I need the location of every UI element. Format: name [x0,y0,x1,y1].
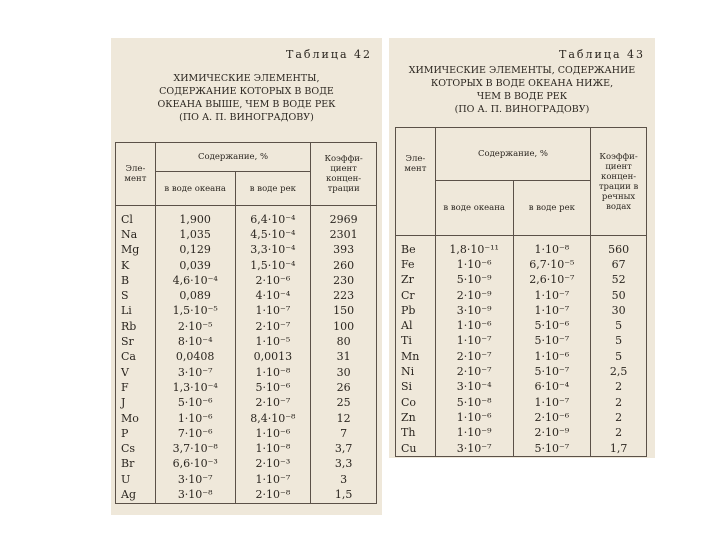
ocean-value-cell: 2·10⁻⁷ [435,364,513,379]
element-cell: Th [396,426,436,441]
coefficient-cell: 25 [311,396,377,411]
table-row [116,350,377,365]
ocean-value-cell: 3·10⁻⁹ [435,303,513,318]
river-value-cell: 1·10⁻⁸ [235,365,311,380]
table-row [396,364,647,379]
river-value-cell: 1·10⁻⁷ [513,395,591,410]
table-row [116,206,377,228]
river-value-cell: 4·10⁻⁴ [235,288,311,303]
header-coefficient: Коэффи-циент концен-трации в речных водах [591,128,647,236]
river-value-cell: 1·10⁻⁸ [235,441,311,456]
element-cell: Co [396,395,436,410]
river-value-cell: 2·10⁻⁶ [235,273,311,288]
coefficient-cell: 2 [591,395,647,410]
table-row [396,288,647,303]
header-ocean: в воде океана [155,172,235,206]
header-rivers: в воде рек [513,180,591,235]
ocean-value-cell: 8·10⁻⁴ [155,334,235,349]
ocean-value-cell: 1·10⁻⁶ [435,318,513,333]
element-cell: F [116,380,156,395]
ocean-value-cell: 1,900 [155,206,235,228]
coefficient-cell: 31 [311,350,377,365]
ocean-value-cell: 1·10⁻⁹ [435,426,513,441]
river-value-cell: 6·10⁻⁴ [513,380,591,395]
element-cell: Zr [396,273,436,288]
table-row [116,304,377,319]
table-row [116,288,377,303]
table-row [116,380,377,395]
ocean-value-cell: 7·10⁻⁶ [155,426,235,441]
ocean-value-cell: 3·10⁻⁷ [155,365,235,380]
ocean-value-cell: 2·10⁻⁵ [155,319,235,334]
header-element: Эле-мент [116,143,156,206]
header-content: Содержание, % [155,143,310,172]
ocean-value-cell: 5·10⁻⁹ [435,273,513,288]
coefficient-cell: 5 [591,349,647,364]
element-cell: V [116,365,156,380]
element-cell: Br [116,457,156,472]
table-row [396,334,647,349]
table-row [116,273,377,288]
coefficient-cell: 1,5 [311,487,377,503]
element-cell: Cs [116,441,156,456]
header-content: Содержание, % [435,128,590,181]
table-row [396,303,647,318]
header-rivers: в воде рек [235,172,311,206]
coefficient-cell: 2,5 [591,364,647,379]
river-value-cell: 1·10⁻⁶ [513,349,591,364]
coefficient-cell: 50 [591,288,647,303]
element-cell: Ca [116,350,156,365]
ocean-value-cell: 1·10⁻⁶ [435,410,513,425]
river-value-cell: 2·10⁻⁸ [235,487,311,503]
coefficient-cell: 30 [591,303,647,318]
element-cell: Ag [116,487,156,503]
caption-line: ОКЕАНА ВЫШЕ, ЧЕМ В ВОДЕ РЕК [157,99,336,110]
coefficient-cell: 2 [591,426,647,441]
coefficient-cell: 3,3 [311,457,377,472]
ocean-value-cell: 3·10⁻⁷ [155,472,235,487]
table-43-caption [389,64,655,116]
river-value-cell: 2·10⁻⁹ [513,426,591,441]
ocean-value-cell: 0,039 [155,258,235,273]
table-row [396,273,647,288]
element-cell: Zn [396,410,436,425]
table-row [116,487,377,503]
table-43-number: Таблица 43 [559,48,645,61]
coefficient-cell: 67 [591,257,647,272]
river-value-cell: 2·10⁻⁷ [235,319,311,334]
table-row [116,472,377,487]
caption-line: (ПО А. П. ВИНОГРАДОВУ) [454,104,590,115]
coefficient-cell: 230 [311,273,377,288]
element-cell: Mo [116,411,156,426]
table-row [116,457,377,472]
table-row [396,410,647,425]
coefficient-cell: 3,7 [311,441,377,456]
ocean-value-cell: 1,035 [155,227,235,242]
river-value-cell: 3,3·10⁻⁴ [235,243,311,258]
element-cell: Mg [116,243,156,258]
ocean-value-cell: 1,3·10⁻⁴ [155,380,235,395]
coefficient-cell: 560 [591,236,647,258]
coefficient-cell: 393 [311,243,377,258]
element-cell: Cr [396,288,436,303]
caption-line: ЧЕМ В ВОДЕ РЕК [476,91,568,102]
river-value-cell: 5·10⁻⁶ [513,318,591,333]
ocean-value-cell: 3·10⁻⁸ [155,487,235,503]
ocean-value-cell: 1·10⁻⁶ [435,257,513,272]
element-cell: Cu [396,441,436,457]
element-cell: Sr [116,334,156,349]
header-ocean: в воде океана [435,180,513,235]
table-row [116,227,377,242]
element-cell: Li [116,304,156,319]
coefficient-cell: 26 [311,380,377,395]
coefficient-cell: 2 [591,410,647,425]
table-row [396,349,647,364]
river-value-cell: 5·10⁻⁷ [513,334,591,349]
table-row [396,380,647,395]
ocean-value-cell: 0,089 [155,288,235,303]
coefficient-cell: 100 [311,319,377,334]
table-row [116,365,377,380]
coefficient-cell: 7 [311,426,377,441]
coefficient-cell: 260 [311,258,377,273]
table-row [116,334,377,349]
river-value-cell: 1·10⁻⁶ [235,426,311,441]
coefficient-cell: 150 [311,304,377,319]
table-42-body [116,206,377,504]
table-42-caption [111,72,382,124]
coefficient-cell: 2301 [311,227,377,242]
river-value-cell: 6,4·10⁻⁴ [235,206,311,228]
river-value-cell: 5·10⁻⁶ [235,380,311,395]
river-value-cell: 6,7·10⁻⁵ [513,257,591,272]
table-42 [115,142,377,504]
ocean-value-cell: 3·10⁻⁷ [435,441,513,457]
coefficient-cell: 2969 [311,206,377,228]
ocean-value-cell: 4,6·10⁻⁴ [155,273,235,288]
coefficient-cell: 3 [311,472,377,487]
table-row [116,411,377,426]
table-row [116,319,377,334]
table-row [116,441,377,456]
caption-line: ХИМИЧЕСКИЕ ЭЛЕМЕНТЫ, СОДЕРЖАНИЕ [408,65,636,76]
element-cell: Ni [396,364,436,379]
river-value-cell: 1·10⁻⁷ [235,472,311,487]
element-cell: Rb [116,319,156,334]
coefficient-cell: 12 [311,411,377,426]
ocean-value-cell: 3,7·10⁻⁸ [155,441,235,456]
element-cell: Na [116,227,156,242]
river-value-cell: 1·10⁻⁸ [513,236,591,258]
river-value-cell: 2·10⁻⁷ [235,396,311,411]
ocean-value-cell: 1·10⁻⁷ [435,334,513,349]
coefficient-cell: 30 [311,365,377,380]
coefficient-cell: 1,7 [591,441,647,457]
table-row [116,243,377,258]
table-42-page [111,38,382,515]
table-row [396,441,647,457]
river-value-cell: 8,4·10⁻⁸ [235,411,311,426]
element-cell: Al [396,318,436,333]
coefficient-cell: 80 [311,334,377,349]
river-value-cell: 2·10⁻³ [235,457,311,472]
element-cell: Si [396,380,436,395]
element-cell: Fe [396,257,436,272]
river-value-cell: 1,5·10⁻⁴ [235,258,311,273]
element-cell: Ti [396,334,436,349]
caption-line: СОДЕРЖАНИЕ КОТОРЫХ В ВОДЕ [159,86,334,97]
ocean-value-cell: 0,0408 [155,350,235,365]
element-cell: Mn [396,349,436,364]
ocean-value-cell: 2·10⁻⁷ [435,349,513,364]
table-row [396,426,647,441]
caption-line: (ПО А. П. ВИНОГРАДОВУ) [179,112,314,123]
element-cell: B [116,273,156,288]
element-cell: P [116,426,156,441]
ocean-value-cell: 2·10⁻⁹ [435,288,513,303]
element-cell: Pb [396,303,436,318]
river-value-cell: 1·10⁻⁷ [513,288,591,303]
ocean-value-cell: 0,129 [155,243,235,258]
river-value-cell: 1·10⁻⁷ [235,304,311,319]
header-coefficient: Коэффи-циент концен-трации [311,143,377,206]
element-cell: Be [396,236,436,258]
river-value-cell: 1·10⁻⁵ [235,334,311,349]
table-43-body [396,236,647,457]
ocean-value-cell: 5·10⁻⁸ [435,395,513,410]
table-row [396,318,647,333]
river-value-cell: 2,6·10⁻⁷ [513,273,591,288]
table-row [116,396,377,411]
table-43 [395,127,647,457]
table-row [396,257,647,272]
ocean-value-cell: 5·10⁻⁶ [155,396,235,411]
caption-line: КОТОРЫХ В ВОДЕ ОКЕАНА НИЖЕ, [430,78,614,89]
coefficient-cell: 223 [311,288,377,303]
river-value-cell: 0,0013 [235,350,311,365]
river-value-cell: 5·10⁻⁷ [513,364,591,379]
element-cell: Cl [116,206,156,228]
ocean-value-cell: 3·10⁻⁴ [435,380,513,395]
river-value-cell: 1·10⁻⁷ [513,303,591,318]
element-cell: J [116,396,156,411]
table-43-page [389,38,655,458]
header-element: Эле-мент [396,128,436,236]
table-row [396,395,647,410]
river-value-cell: 5·10⁻⁷ [513,441,591,457]
ocean-value-cell: 1·10⁻⁶ [155,411,235,426]
table-row [116,426,377,441]
coefficient-cell: 5 [591,334,647,349]
ocean-value-cell: 1,5·10⁻⁵ [155,304,235,319]
table-42-number: Таблица 42 [286,48,372,61]
river-value-cell: 4,5·10⁻⁴ [235,227,311,242]
element-cell: K [116,258,156,273]
river-value-cell: 2·10⁻⁶ [513,410,591,425]
coefficient-cell: 5 [591,318,647,333]
table-row [116,258,377,273]
table-row [396,236,647,258]
coefficient-cell: 2 [591,380,647,395]
element-cell: U [116,472,156,487]
element-cell: S [116,288,156,303]
coefficient-cell: 52 [591,273,647,288]
ocean-value-cell: 6,6·10⁻³ [155,457,235,472]
ocean-value-cell: 1,8·10⁻¹¹ [435,236,513,258]
caption-line: ХИМИЧЕСКИЕ ЭЛЕМЕНТЫ, [173,73,320,84]
